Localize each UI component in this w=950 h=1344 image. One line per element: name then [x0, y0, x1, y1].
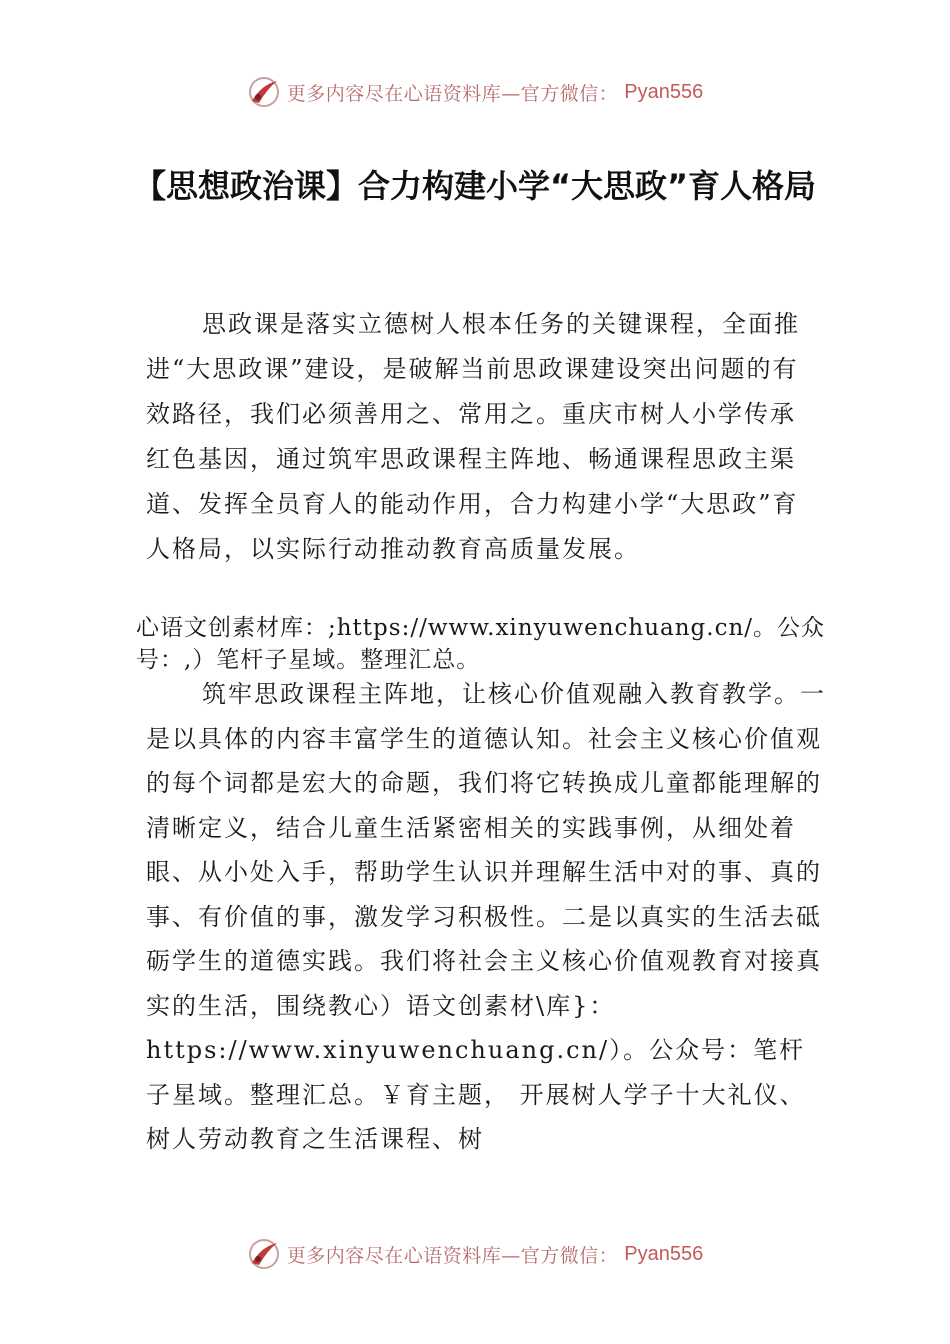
- paragraph-body: 筑牢思政课程主阵地，让核心价值观融入教育教学。一是以具体的内容丰富学生的道德认知。社会主义核心价值观的每个词都是宏大的命题，我们将它转换成儿童都能理解的清晰定义，结合儿童生活紧密相关的实践事例，从细处着眼、从小处入手，帮助学生认识并理解生活中对的事、真的事、有价值的事，激发学习积极性。二是以真实的生活去砥砺学生的道德实践。我们将社会主义核心价值观教育对接真实的生活，围绕教心）语文创素材\库}：https://www.xinyuwenchuang.cn/）。公众号：笔杆子星域。整理汇总。￥育主题， 开展树人学子十大礼仪、树人劳动教育之生活课程、树: [146, 680, 826, 1153]
- footer-wechat-id: Pyan556: [624, 1242, 704, 1265]
- header-wechat-id: Pyan556: [624, 80, 704, 103]
- logo-icon: [247, 1237, 281, 1271]
- paragraph-intro: 思政课是落实立德树人根本任务的关键课程，全面推进“大思政课”建设，是破解当前思政课建设突出问题的有效路径，我们必须善用之、常用之。重庆市树人小学传承红色基因，通过筑牢思政课程主阵地、畅通课程思政主渠道、发挥全员育人的能动作用，合力构建小学“大思政”育人格局，以实际行动推动教育高质量发展。: [146, 310, 800, 563]
- document-title: 【思想政治课】合力构建小学“大思政”育人格局: [133, 167, 817, 205]
- header-banner-text: 更多内容尽在心语资料库—官方微信：: [286, 82, 619, 105]
- footer-banner-text: 更多内容尽在心语资料库—官方微信：: [286, 1244, 619, 1267]
- logo-icon: [247, 75, 281, 109]
- paragraph-source-note: 心语文创素材库：;https://www.xinyuwenchuang.cn/。公众号：,）笔杆子星域。整理汇总。: [136, 615, 826, 673]
- footer-banner: [0, 1234, 950, 1274]
- header-banner: [0, 72, 950, 112]
